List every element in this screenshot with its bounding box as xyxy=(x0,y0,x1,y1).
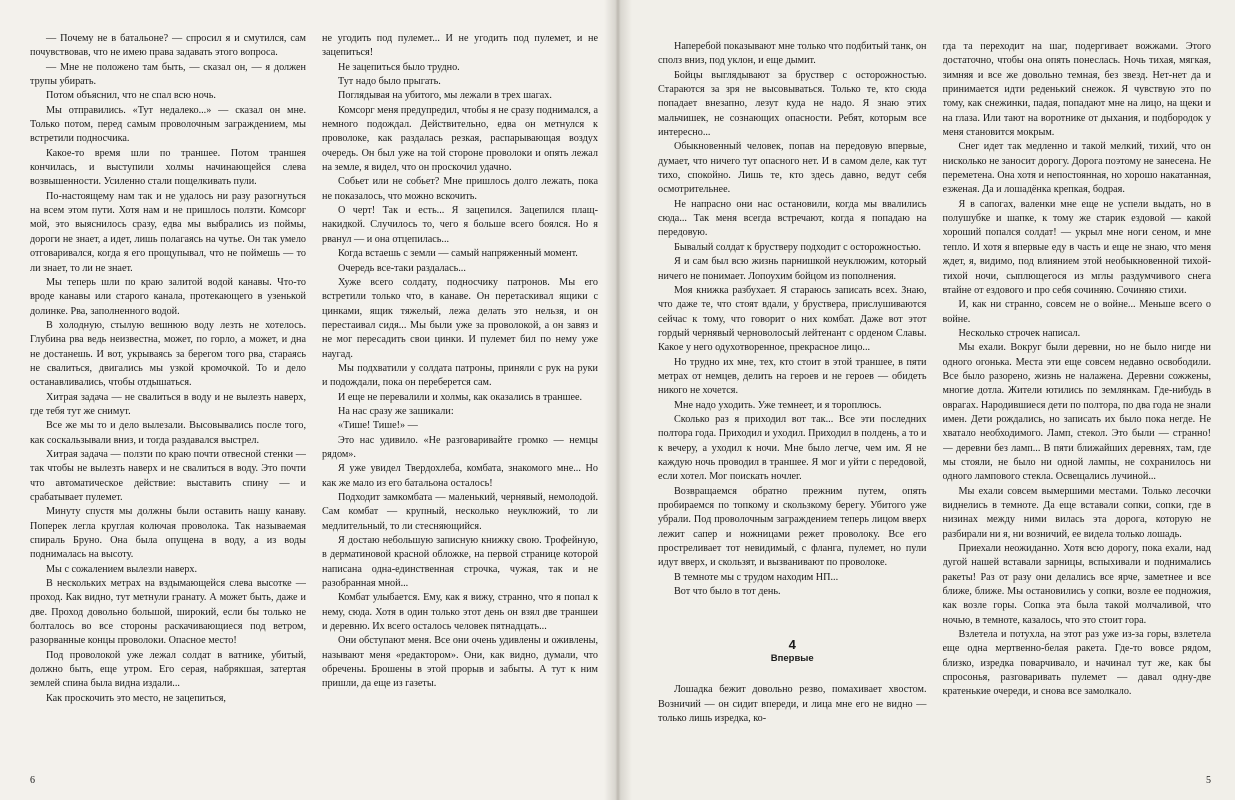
page-number-left: 6 xyxy=(30,775,35,786)
paragraph: Какое-то время шли по траншее. Потом траншея кончилась, и выступили холмы начинающейся слева возвышенности. Усиленно стали пощелкивать пули. xyxy=(30,147,306,188)
paragraph: И, как ни странно, совсем не о войне... Меньше всего о войне. xyxy=(942,299,1211,325)
paragraph: Поглядывая на убитого, мы лежали в трех шагах. xyxy=(338,90,552,102)
paragraph: Наперебой показывают мне только что подбитый танк, он сполз вниз, под уклон, и еще дымит. xyxy=(658,41,927,67)
paragraph: Но трудно их мне, тех, кто стоит в этой траншее, в пяти метрах от немцев, делить на героев и не героев — обидеть никого не хочется. xyxy=(658,356,927,397)
paragraph: не угодить под пулемет... И не угодить под пулемет, и не зацепиться! xyxy=(322,33,598,59)
paragraph: Хитрая задача — ползти по краю почти отвесной стенки — так чтобы не вылезть наверх и не свалиться в воду. Это почти что автоматическое действие: выставить спину — и срабатывает пулемет. xyxy=(30,448,306,503)
paragraph: Не зацепиться было трудно. xyxy=(338,61,460,73)
chapter-title: Впервые xyxy=(770,653,814,665)
paragraph: О черт! Так и есть... Я зацепился. Зацепился плащ-накидкой. Случилось то, чего я больше всего боялся. Но я рванул — и она отцепилась... xyxy=(322,205,598,245)
paragraph: Сколько раз я приходил вот так... Все эти последних полтора года. Приходил и уходил. Приходил в полдень, а то и к вечеру, а уходил к ночи. Мне было легче, чем им. Я не каждую ночь проводил в траншее. Я мог и уйти с передовой, если хотел. Мог поискать ночлег. xyxy=(658,413,927,483)
paragraph: Снег идет так медленно и такой мелкий, тихий, что он нисколько не заносит дорогу. Дорога поэтому не занесена. Не переметена. Она хотя и непостоянная, но хорошо накатанная, езженая. Да и лошадёнка крепкая, бодрая. xyxy=(942,141,1211,196)
paragraph: Несколько строчек написал. xyxy=(958,327,1081,339)
paragraph: Хуже всего солдату, подносчику патронов. Мы его встретили только что, в канаве. Он перетаскивал ящики с цинками, ящик тяжелый, лежа делать это нельзя, и он перестаивал сидя... Мы были уже за проволокой, а он завяз и не мог пересадить свои цинки. И пулемет бил по нему уже наугад. xyxy=(322,276,598,360)
paragraph: Я достаю небольшую записную книжку свою. Трофейную, в дерматиновой красной обложке, на первой странице которой написана одна-единственная строчка, чужая, так и не разобранная мной... xyxy=(322,535,598,590)
paragraph: Моя книжка разбухает. Я стараюсь записать всех. Знаю, что даже те, что стоят вдали, у бруствера, прислушиваются сейчас к тому, что говорит о них комбат. Даже вот этот гордый чернявый черноволосый лейтенант с орденом Славы. Какое у него одухотворенное, прекрасное лицо... xyxy=(658,284,927,354)
paragraph: В нескольких метрах на вздымающейся слева высотке — проход. Как видно, тут метнули гранату. А может быть, даже и две. Проход довольно большой, широкий, если бы только не болталось во все стороны раскачивающиеся под ветром, разорванные концы проволоки. Опасное место! xyxy=(30,578,306,647)
paragraph: Когда встаешь с земли — самый напряженный момент. xyxy=(338,248,578,260)
paragraph: Мы теперь шли по краю залитой водой канавы. Что-то вроде канавы или старого канала, протекающего в узенькой долинке. Рва, заполненного водой. xyxy=(30,276,306,317)
paragraph: Они обступают меня. Все они очень удивлены и оживлены, называют меня «редактором». Они, как видно, думали, что обречены. Брошены в этой прорыв и забыты. А тут к ним пришли, да еще из газеты. xyxy=(322,635,598,690)
paragraph: В холодную, стылую вешнюю воду лезть не хотелось. Глубина рва ведь неизвестна, может, по горло, а может, и дна не достанешь. И вот, укрываясь за берегом того рва, стараясь не свалиться, двигались мы узкой кромочкой. То и дело останавливались, чтобы отдышаться. xyxy=(30,319,306,389)
paragraph: Минуту спустя мы должны были оставить нашу канаву. Поперек легла круглая колючая проволока. Так называемая спираль Бруно. Она была опущена в воду, а из воды поднималась на высоту. xyxy=(30,506,306,561)
paragraph: Я уже увидел Твердохлеба, комбата, знакомого мне... Но как же мало из его батальона осталось! xyxy=(322,463,598,489)
paragraph: Комсорг меня предупредил, чтобы я не сразу поднимался, а немного подождал. Действительно, едва он метнулся к проволоке, как раздалась резкая, распарывающая воздух очередь. Он был уже на той стороне проволоки и опять лежал на земле, я видел, что он проскочил удачно. xyxy=(322,104,598,174)
paragraph: На нас сразу же зашикали: xyxy=(338,405,454,417)
paragraph: Мы ехали. Вокруг были деревни, но не было нигде ни одного огонька. Места эти еще совсем недавно освободили. Все было разорено, жизнь не налажена. Деревни сожжены, многие дотла. Жители ютились по землянкам. Где-нибудь в оврагах. Народившиеся дети по полтора, по два года не знали имен. Дети рождались, но записать их было пока негде. Не хватало необходимого. Ламп, стекол. Это были — странно! — деревни без ламп... В пяти ближайших деревнях, там, где мы стояли, не было ни одной лампы, не сохранилось ни одного лампового стекла. Освещались лучиной... xyxy=(942,342,1211,483)
paragraph: Взлетела и потухла, на этот раз уже из-за горы, взлетела еще одна мертвенно-белая ракета. Где-то вовсе рядом, близко, изредка поварчивало, и начинал тут же, как бы спросонья, разговаривать пулемет — давал одну-две кратенькие очереди, и снова все замолкало. xyxy=(942,629,1211,698)
paragraph: Это нас удивило. «Не разговаривайте громко — немцы рядом». xyxy=(322,434,598,460)
left-page-column-1 xyxy=(30,32,306,780)
paragraph: Собьет или не собьет? Мне пришлось долго лежать, пока не показалось, что можно вскочить. xyxy=(322,176,598,202)
left-page xyxy=(0,0,612,800)
paragraph: «Тише! Тише!» — xyxy=(338,420,418,432)
paragraph: — Мне не положено там быть, — сказал он, — я должен трупы убирать. xyxy=(30,61,306,88)
paragraph: Я в сапогах, валенки мне еще не успели выдать, но в полушубке и шапке, к тому же старик ездовой — какой хороший попался солдат! — укрыл мне ноги сеном, и мне тепло. И хотя я впервые еду в часть и еще не знаю, что меня ждет, я, видимо, под влиянием этой необыкновенной тихой-тихой ночи, сыплющегося из мглы раздумчивого снега втайне от ездового и про себя сочиняю. Сочиняю стихи. xyxy=(942,198,1211,296)
left-page-column-2 xyxy=(322,32,598,780)
paragraph: Все же мы то и дело вылезали. Высовывались после того, как соскальзывали вниз, и тогда раздавался выстрел. xyxy=(30,420,306,446)
paragraph: Обыкновенный человек, попав на передовую впервые, думает, что ничего тут опасного нет. И в самом деле, как тут тихо, спокойно. Лишь те, кто здесь давно, ведут себя осмотрительнее. xyxy=(658,141,927,196)
page-number-right: 5 xyxy=(1206,775,1211,786)
paragraph: Потом объяснил, что не спал всю ночь. xyxy=(46,90,216,102)
paragraph: По-настоящему нам так и не удалось ни разу разогнуться на всем этом пути. Хотя нам и не пришлось ползти. Комсорг мой, это выяснилось сразу, едва мы выбрались из поймы, дороги не знает, а идет, лишь полагаясь на чутье. Он так умело отговаривался, когда я его прощупывал, что не поймешь — то ли знает, то ли не знает. xyxy=(30,190,306,274)
paragraph: Вот что было в тот день. xyxy=(674,586,781,598)
right-page-column-2 xyxy=(943,40,1212,780)
paragraph: Бывалый солдат к брустверу подходит с осторожностью. xyxy=(674,241,921,253)
paragraph: Я и сам был всю жизнь парнишкой неуклюжим, который ничего не понимает. Лопоухим бойцом из пополнения. xyxy=(658,256,927,282)
paragraph: Мне надо уходить. Уже темнеет, и я тороплюсь. xyxy=(674,399,882,411)
paragraph: Лошадка бежит довольно резво, помахивает хвостом. Возничий — он сидит впереди, и лица мне его не видно — только лишь изредка, ко- xyxy=(658,684,927,725)
paragraph: В темноте мы с трудом находим НП... xyxy=(674,571,839,583)
paragraph: Хитрая задача — не свалиться в воду и не вылезть наверх, где тебя тут же снимут. xyxy=(30,391,306,417)
paragraph: Бойцы выглядывают за бруствер с осторожностью. Стараются за зря не высовываться. Только те, кто сюда попадает внезапно, лезут куда не надо. Я знаю этих мальчишек, не сознающих опасности. Ребят, которым все интересно... xyxy=(658,69,927,139)
paragraph: гда та переходит на шаг, подергивает вожжами. Этого достаточно, чтобы она опять понеслась. Ночь тихая, мягкая, зимняя и все же довольно темная, без звезд. Нет-нет да и принимается идти реденький снежок. Я чувствую это по тому, как снежинки, падая, попадают мне на лицо, на щеки и на глаза. Или тают на воротнике от дыхания, и подбородок у меня становится мокрым. xyxy=(942,41,1211,139)
paragraph: Приехали неожиданно. Хотя всю дорогу, пока ехали, над дугой нашей вставали зарницы, вспыхивали и поднимались ракеты! Раз от разу они делались все ярче, заметнее и все ближе, ближе. Мы остановились у сопки, возле ее подножия, как возле горы. Сопка эта была такой молчаливой, что ночью, в темноте, казалось, что это стоит гора. xyxy=(942,543,1211,626)
chapter-heading xyxy=(658,637,927,665)
paragraph: Не напрасно они нас остановили, когда мы ввалились сюда... Так меня всегда встречают, когда я попадаю на передовую. xyxy=(658,198,927,239)
paragraph: Комбат улыбается. Ему, как я вижу, странно, что я попал к нему, сюда. Хотя в один только этот день он взял две траншеи и деревню. Их всего осталось человек пятнадцать... xyxy=(322,592,598,633)
paragraph: Очередь все-таки раздалась... xyxy=(338,262,466,274)
paragraph: Мы отправились. «Тут недалеко...» — сказал он мне. Только потом, перед самым проволочным заграждением, мы встретили подносчика. xyxy=(30,104,306,145)
paragraph: — Почему не в батальоне? — спросил я и смутился, сам почувствовав, что не имею права задавать этого вопроса. xyxy=(30,33,306,59)
paragraph: Мы ехали совсем вымершими местами. Только лесочки виднелись в темноте. Да еще вставали сопки, сопки, где в низинах между ними вилась эта дорога, которую не разбирали ни я, ни возничий, ее видела только лошадь. xyxy=(942,485,1211,540)
paragraph: И еще не перевалили и холмы, как оказались в траншее. xyxy=(338,391,583,403)
paragraph: Как проскочить это место, не зацепиться, xyxy=(46,692,226,704)
right-page-column-1 xyxy=(658,40,927,780)
right-page xyxy=(612,0,1235,800)
paragraph: Мы подхватили у солдата патроны, приняли с рук на руки и подождали, пока он переберется сам. xyxy=(322,362,598,389)
paragraph: Возвращаемся обратно прежним путем, опять пробираемся по топкому и скользкому берегу. Убитого уже убрали. Под проволочным заграждением теперь лицом вверх лежит сапер и ножницами режет проволоку. Все его простреливает тот невидимый, с фланга, пулемет, но пули идут вверх, и скользят, и вызванивают по проволоке. xyxy=(658,485,927,569)
chapter-number: 4 xyxy=(788,637,796,653)
paragraph: Подходит замкомбата — маленький, чернявый, немолодой. Сам комбат — крупный, несколько неуклюжий, то ли медлительный, то ли стесняющийся. xyxy=(322,492,598,532)
paragraph: Тут надо было прыгать. xyxy=(338,76,441,88)
book-gutter xyxy=(604,0,632,800)
paragraph: Мы с сожалением вылезли наверх. xyxy=(46,563,198,575)
paragraph: Под проволокой уже лежал солдат в ватнике, убитый, должно быть, еще утром. Его серая, набрякшая, затертая землей спина была видна издали... xyxy=(30,649,306,690)
